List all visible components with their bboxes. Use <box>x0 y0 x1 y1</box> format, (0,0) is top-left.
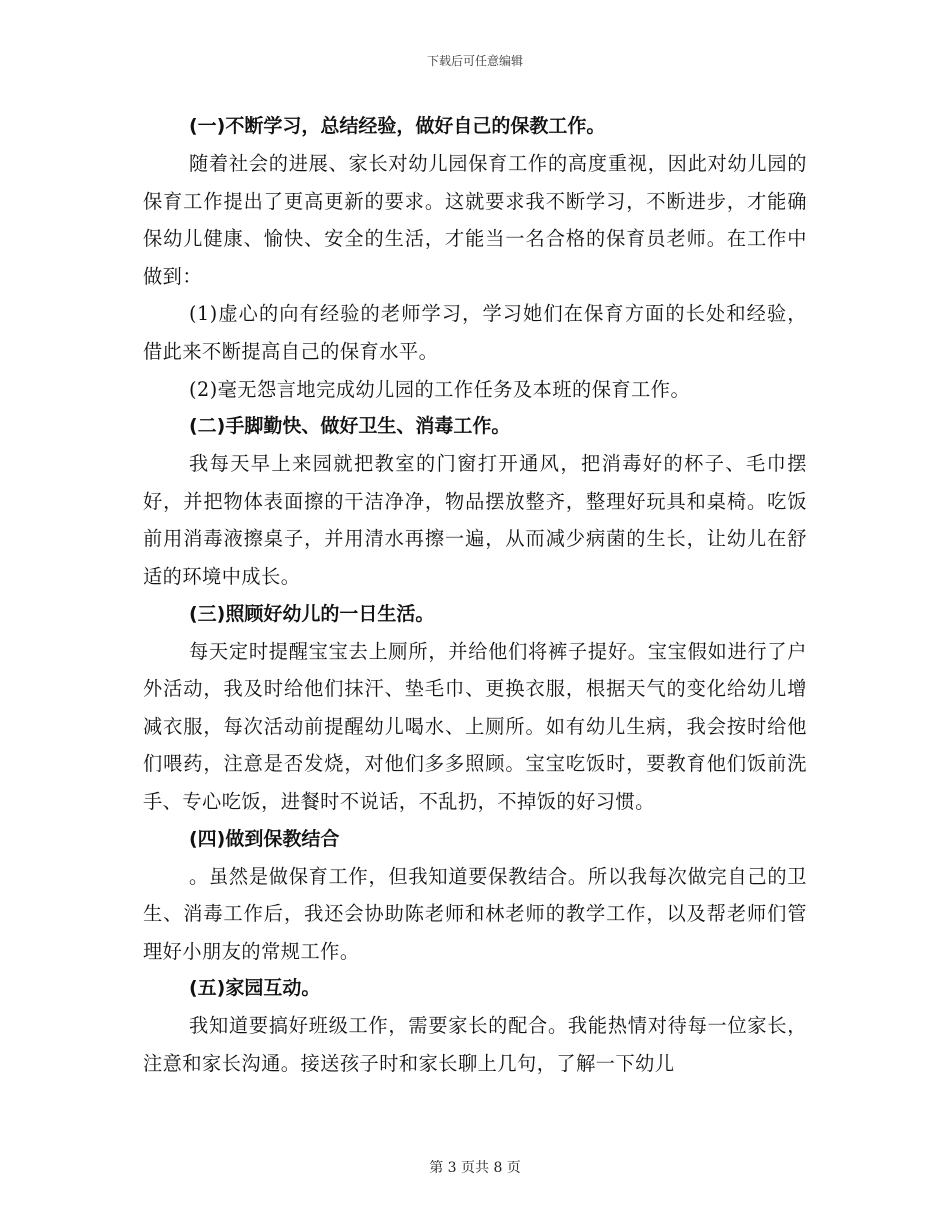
section-1-paragraph-1: 随着社会的进展、家长对幼儿园保育工作的高度重视，因此对幼儿园的保育工作提出了更高更新的要求。这就要求我不断学习，不断进步，才能确保幼儿健康、愉快、安全的生活，才能当一名合格的保育员老师。在工作中做到： <box>143 152 807 288</box>
section-1-paragraph-2: (1)虚心的向有经验的老师学习，学习她们在保育方面的长处和经验，借此来不断提高自己的保育水平。 <box>143 302 807 363</box>
section-1-paragraph-3: (2)毫无怨言地完成幼儿园的工作任务及本班的保育工作。 <box>189 377 691 401</box>
section-heading-4: (四)做到保教结合 <box>189 827 340 850</box>
section-3-paragraph-1: 每天定时提醒宝宝去上厕所，并给他们将裤子提好。宝宝假如进行了户外活动，我及时给他们抹汗、垫毛巾、更换衣服，根据天气的变化给幼儿增减衣服，每次活动前提醒幼儿喝水、上厕所。如有幼儿生病，我会按时给他们喂药，注意是否发烧，对他们多多照顾。宝宝吃饭时，要教育他们饭前洗手、专心吃饭，进餐时不说话，不乱扔，不掉饭的好习惯。 <box>143 639 807 813</box>
section-heading-1: (一)不断学习，总结经验，做好自己的保教工作。 <box>189 115 606 137</box>
section-heading-3: (三)照顾好幼儿的一日生活。 <box>189 602 435 625</box>
section-5-paragraph-1: 我知道要搞好班级工作，需要家长的配合。我能热情对待每一位家长，注意和家长沟通。接送孩子时和家长聊上几句，了解一下幼儿 <box>143 1014 807 1075</box>
page-header: 下载后可任意编辑 <box>426 54 523 68</box>
section-4-paragraph-1: 。虽然是做保育工作，但我知道要保教结合。所以我每次做完自己的卫生、消毒工作后，我还会协助陈老师和林老师的教学工作，以及帮老师们管理好小朋友的常规工作。 <box>143 864 807 963</box>
section-2-paragraph-1: 我每天早上来园就把教室的门窗打开通风，把消毒好的杯子、毛巾摆好，并把物体表面擦的干洁净净，物品摆放整齐，整理好玩具和桌椅。吃饭前用消毒液擦桌子，并用清水再擦一遍，从而减少病菌的生长，让幼儿在舒适的环境中成长。 <box>143 452 807 588</box>
section-heading-5: (五)家园互动。 <box>189 977 321 1000</box>
page-number-footer: 第 3 页共 8 页 <box>429 1160 521 1176</box>
document-body <box>143 108 807 1082</box>
section-heading-2: (二)手脚勤快、做好卫生、消毒工作。 <box>189 415 511 438</box>
